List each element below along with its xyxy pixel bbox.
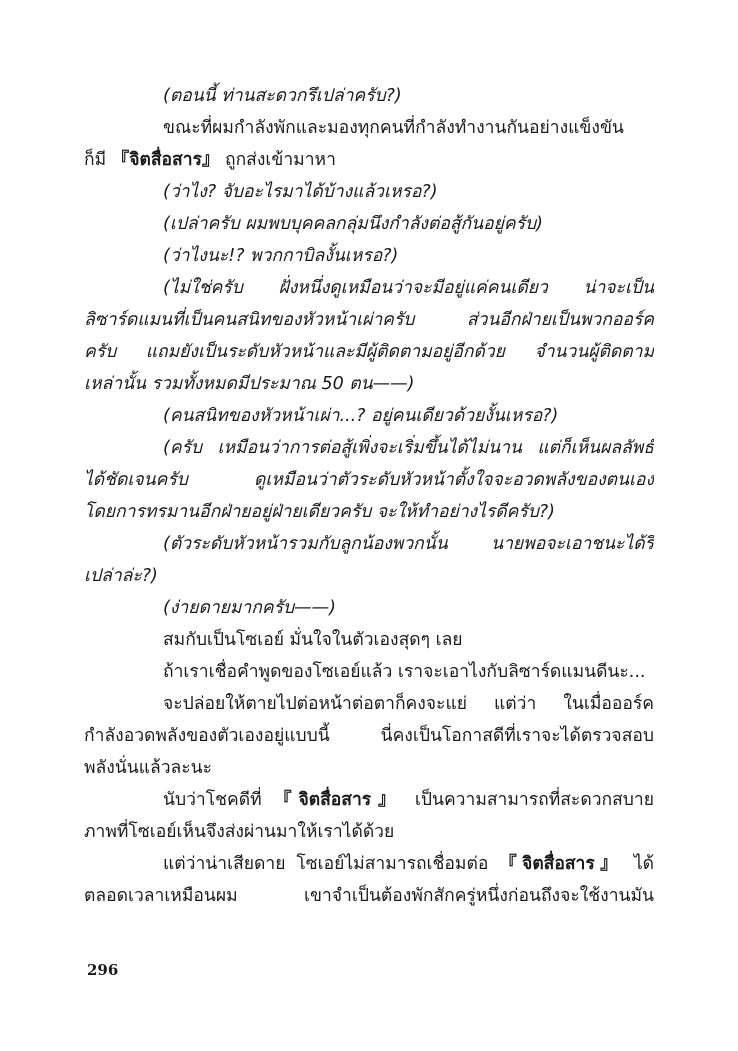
dialogue-text: ครับ แถมยังเป็นระดับหัวหน้าและมีผู้ติดตามอยู่อีกด้วย จำนวนผู้ติดตาม <box>84 342 654 362</box>
text-line-25 <box>163 848 654 880</box>
text-line-1 <box>163 80 654 112</box>
narration-text: เป็นความสามารถที่สะดวกสบาย <box>402 790 654 810</box>
text-line-8 <box>84 304 654 336</box>
text-line-9 <box>84 336 654 368</box>
text-line-4 <box>163 176 654 208</box>
skill-name: 『จิตสื่อสาร』 <box>274 790 403 810</box>
dialogue-text: ลิซาร์ดแมนที่เป็นคนสนิทของหัวหน้าเผ่าครับ ส่วนอีกฝ่ายเป็นพวกออร์ค <box>84 310 654 330</box>
narration-text: ถูกส่งเข้ามาหา <box>219 150 336 170</box>
dialogue-text: (ง่ายดายมากครับ——) <box>163 598 336 618</box>
text-line-11 <box>163 400 654 432</box>
dialogue-text: (ว่าไงนะ!? พวกกาบิลงั้นเหรอ?) <box>163 246 399 266</box>
text-line-21 <box>84 720 654 752</box>
text-line-22 <box>84 752 654 784</box>
narration-text: สมกับเป็นโซเอย์ มั่นใจในตัวเองสุดๆ เลย <box>163 630 463 650</box>
text-line-19 <box>163 656 654 688</box>
dialogue-text: ได้ชัดเจนครับ ดูเหมือนว่าตัวระดับหัวหน้าตั้งใจจะอวดพลังของตนเอง <box>84 470 654 490</box>
text-line-16 <box>84 560 654 592</box>
dialogue-text: (เปล่าครับ ผมพบบุคคลกลุ่มนึงกำลังต่อสู้กันอยู่ครับ) <box>163 214 543 234</box>
text-line-20 <box>163 688 654 720</box>
text-line-17 <box>163 592 654 624</box>
text-line-23 <box>163 784 654 816</box>
narration-text: ถ้าเราเชื่อคำพูดของโซเอย์แล้ว เราจะเอาไงกับลิซาร์ดแมนดีนะ... <box>163 662 646 682</box>
text-line-24 <box>84 816 654 848</box>
dialogue-text: (ครับ เหมือนว่าการต่อสู้เพิ่งจะเริ่มขึ้นได้ไม่นาน แต่ก็เห็นผลลัพธ์ <box>163 438 654 458</box>
narration-text: ตลอดเวลาเหมือนผม เขาจำเป็นต้องพักสักครู่หนึ่งก่อนถึงจะใช้งานมัน <box>84 886 654 906</box>
text-line-5 <box>163 208 654 240</box>
narration-text: แต่ว่าน่าเสียดาย โซเอย์ไม่สามารถเชื่อมต่อ <box>163 854 500 874</box>
text-line-3 <box>84 144 654 176</box>
text-line-15 <box>163 528 654 560</box>
narration-text: พลังนั่นแล้วละนะ <box>84 758 213 778</box>
dialogue-text: (คนสนิทของหัวหน้าเผ่า...? อยู่คนเดียวด้วยงั้นเหรอ?) <box>163 406 559 426</box>
dialogue-text: (ตอนนี้ ท่านสะดวกรึเปล่าครับ?) <box>163 86 402 106</box>
text-line-13 <box>84 464 654 496</box>
narration-text: ขณะที่ผมกำลังพักและมองทุกคนที่กำลังทำงานกันอย่างแข็งขัน <box>163 118 624 138</box>
dialogue-text: เปล่าล่ะ?) <box>84 566 158 586</box>
dialogue-text: (ไม่ใช่ครับ ฝั่งหนึ่งดูเหมือนว่าจะมีอยู่แค่คนเดียว น่าจะเป็น <box>163 278 654 298</box>
dialogue-text: โดยการทรมานอีกฝ่ายอยู่ฝ่ายเดียวครับ จะให้ทำอย่างไรดีครับ?) <box>84 502 555 522</box>
text-line-2 <box>163 112 654 144</box>
narration-text: นับว่าโชคดีที่ <box>163 790 275 810</box>
narration-text: กำลังอวดพลังของตัวเองอยู่แบบนี้ นี่คงเป็นโอกาสดีที่เราจะได้ตรวจสอบ <box>84 726 654 746</box>
skill-name: 『จิตสื่อสาร』 <box>111 150 220 170</box>
narration-text: ได้ <box>622 854 654 874</box>
dialogue-text: (ตัวระดับหัวหน้ารวมกับลูกน้องพวกนั้น นายพอจะเอาชนะได้รึ <box>163 534 654 554</box>
text-line-18 <box>163 624 654 656</box>
text-line-6 <box>163 240 654 272</box>
text-line-12 <box>163 432 654 464</box>
text-line-14 <box>84 496 654 528</box>
text-line-26 <box>84 880 654 912</box>
narration-text: ภาพที่โซเอย์เห็นจึงส่งผ่านมาให้เราได้ด้วย <box>84 822 395 842</box>
narration-text: ก็มี <box>84 150 112 170</box>
text-line-7 <box>163 272 654 304</box>
dialogue-text: (ว่าไง? จับอะไรมาได้บ้างแล้วเหรอ?) <box>163 182 438 202</box>
text-line-10 <box>84 368 654 400</box>
dialogue-text: เหล่านั้น รวมทั้งหมดมีประมาณ 50 ตน——) <box>84 374 415 394</box>
narration-text: จะปล่อยให้ตายไปต่อหน้าต่อตาก็คงจะแย่ แต่ว่า ในเมื่อออร์ค <box>163 694 654 714</box>
page-number: 296 <box>87 961 119 979</box>
skill-name: 『จิตสื่อสาร』 <box>499 854 623 874</box>
